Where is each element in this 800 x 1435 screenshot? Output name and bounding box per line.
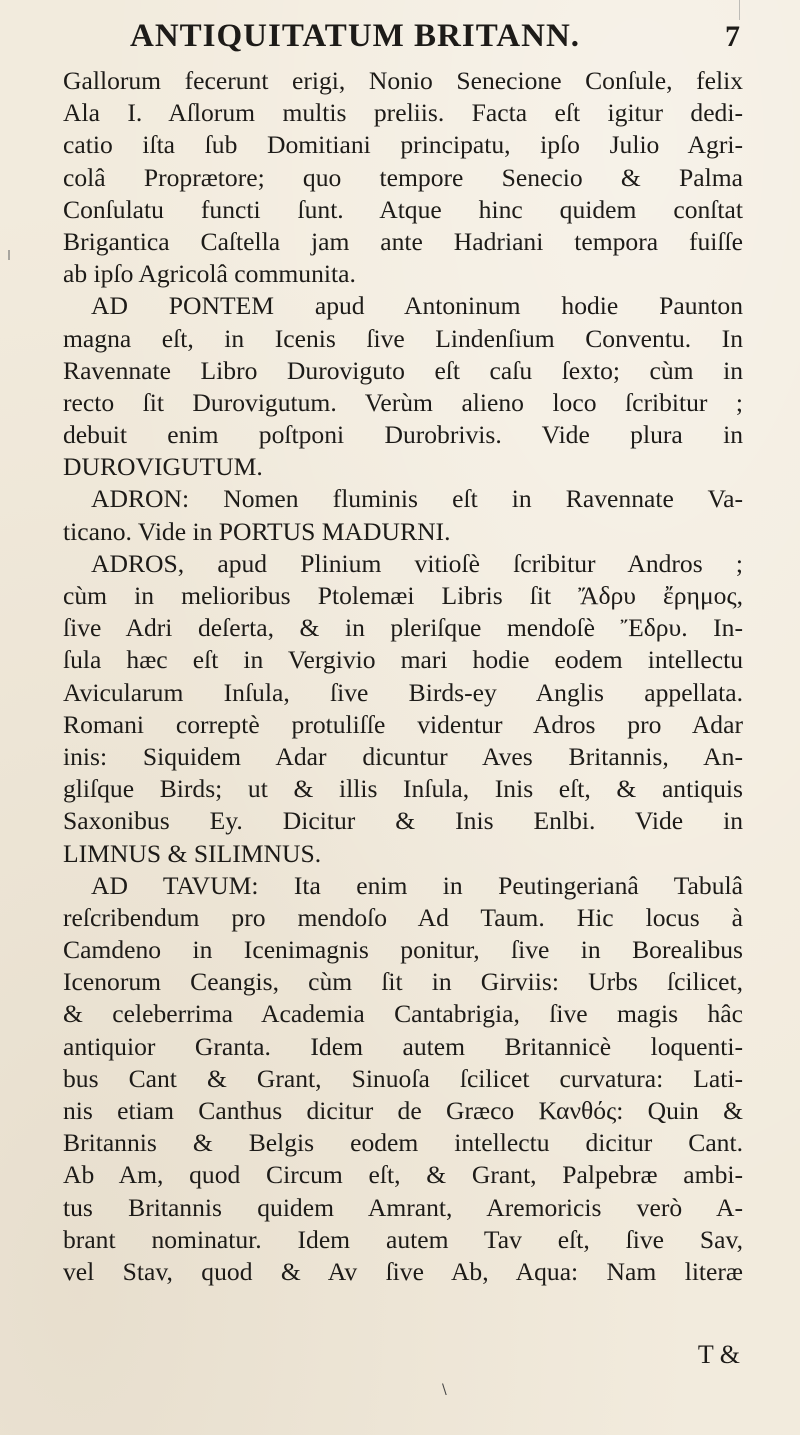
page-number: 7 [725,20,740,53]
body-text [63,65,743,1288]
text-line: recto ſit Durovigutum. Verùm alieno loco ſcribitur ; [63,387,743,417]
text-line: Britannis & Belgis eodem intellectu dicitur Cant. [63,1128,743,1158]
text-line: antiquior Granta. Idem autem Britannicè loquenti- [63,1031,743,1061]
text-line: bus Cant & Grant, Sinuoſa ſcilicet curvatura: Lati- [63,1063,743,1093]
text-line: Ala I. Aſlorum multis preliis. Facta eſt igitur dedi- [63,98,743,128]
text-line: inis: Siquidem Adar dicuntur Aves Britannis, An- [63,741,743,771]
text-line: ADRON: Nomen fluminis eſt in Ravennate Va- [91,484,743,514]
text-line: catio iſta ſub Domitiani principatu, ipſo Julio Agri- [63,130,743,160]
text-line: DUROVIGUTUM. [63,452,263,482]
text-line: vel Stav, quod & Av ſive Ab, Aqua: Nam literæ [63,1256,743,1286]
text-line: ab ipſo Agricolâ communita. [63,259,356,289]
text-line: Avicularum Inſula, ſive Birds-ey Anglis appellata. [63,677,743,707]
scan-mark: \ [442,1382,447,1398]
text-line: reſcribendum pro mendoſo Ad Taum. Hic locus à [63,902,743,932]
text-line: Ab Am, quod Circum eſt, & Grant, Palpebræ ambi- [63,1160,743,1190]
scan-edge-mark [8,250,10,260]
text-line: cùm in melioribus Ptolemæi Libris ſit Ἄδρυ ἔρημος, [63,581,743,610]
text-line: Brigantica Caſtella jam ante Hadriani tempora fuiſſe [63,226,743,256]
running-head: ANTIQUITATUM BRITANN. [130,18,581,54]
text-line: LIMNUS & SILIMNUS. [63,838,322,868]
text-line: AD TAVUM: Ita enim in Peutingerianâ Tabulâ [91,870,743,900]
text-line: AD PONTEM apud Antoninum hodie Paunton [91,291,743,321]
page-header [40,12,740,62]
text-line: colâ Proprætore; quo tempore Senecio & Palma [63,162,743,192]
text-line: gliſque Birds; ut & illis Inſula, Inis eſt, & antiquis [63,774,743,804]
text-line: brant nominatur. Idem autem Tav eſt, ſive Sav, [63,1224,743,1254]
text-line: Saxonibus Ey. Dicitur & Inis Enlbi. Vide in [63,806,743,836]
text-line: debuit enim poſtponi Durobrivis. Vide plura in [63,420,743,450]
catchword: T & [697,1340,740,1369]
text-line: Icenorum Ceangis, cùm ſit in Girviis: Urbs ſcilicet, [63,967,743,997]
text-line: ticano. Vide in PORTUS MADURNI. [63,516,451,546]
text-line: Ravennate Libro Duroviguto eſt caſu ſexto; cùm in [63,355,743,385]
text-line: & celeberrima Academia Cantabrigia, ſive magis hâc [63,999,743,1029]
text-line: ſive Adri deſerta, & in pleriſque mendoſè Ἔδρυ. In- [63,613,743,643]
text-line: Gallorum fecerunt erigi, Nonio Senecione Conſule, felix [63,66,743,95]
text-line: ADROS, apud Plinium vitioſè ſcribitur Andros ; [91,548,743,578]
text-line: nis etiam Canthus dicitur de Græco Κανθός: Quin & [63,1096,743,1125]
text-line: Conſulatu functi ſunt. Atque hinc quidem conſtat [63,194,743,224]
text-line: Camdeno in Icenimagnis ponitur, ſive in Borealibus [63,935,743,965]
text-line: tus Britannis quidem Amrant, Aremoricis verò A- [63,1192,743,1222]
text-line: ſula hæc eſt in Vergivio mari hodie eodem intellectu [63,645,743,675]
text-line: magna eſt, in Icenis ſive Lindenſium Conventu. In [63,323,743,353]
text-line: Romani correptè protuliſſe videntur Adros pro Adar [63,709,743,739]
